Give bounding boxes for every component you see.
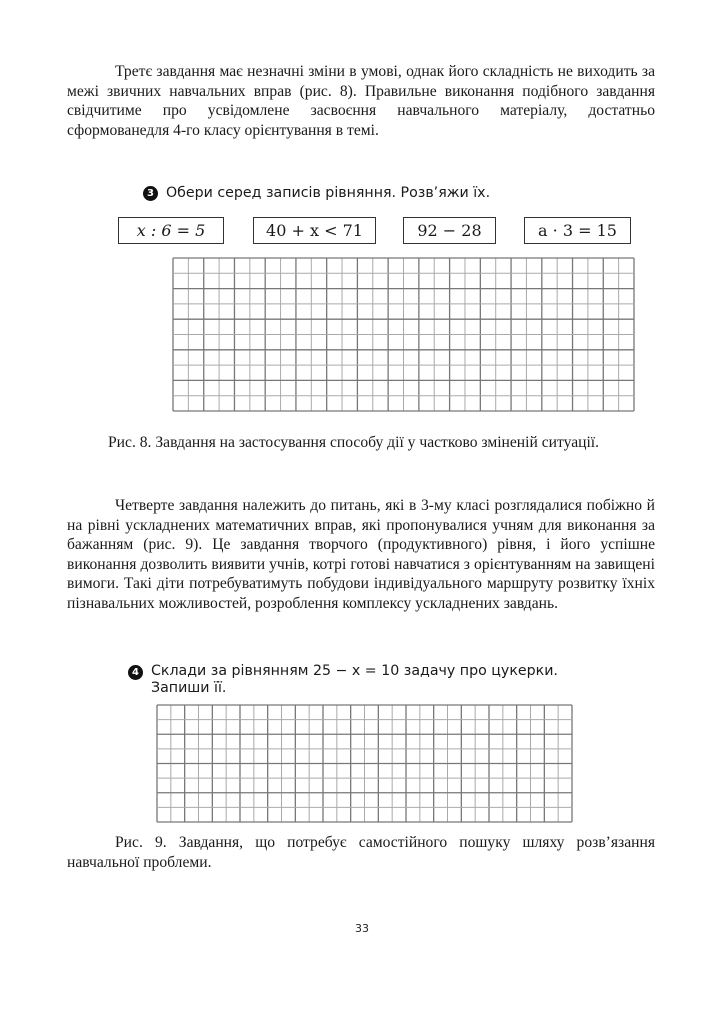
squared-grid-figure-8 [172,257,635,412]
paragraph-task-3-description [67,62,655,140]
expression-text: 92 − 28 [417,221,482,240]
task-number-badge: 3 [143,186,158,201]
expression-box-4 [524,217,631,244]
expression-box-3 [403,217,496,244]
expression-text: 40 + x < 71 [266,221,363,240]
task-number-badge: 4 [128,665,143,680]
expression-text: a · 3 = 15 [538,221,617,240]
paragraph-text: Четверте завдання належить до питань, які в 3-му класі розглядалися побіжно й на рівні ускладнених математичних вправ, які пропонувалися учням для виконання за бажанням (рис. 9). Це завдання творчого (продуктивного) рівня, і його успішне виконання дозволить виявити учнів, котрі готові навчатися з орієнтуванням на завищені вимоги. Такі діти потребуватимуть побудови індивідуального маршруту розвитку їхніх пізнавальних можливостей, розроблення комплексу ускладнених завдань. [67,497,655,612]
paragraph-task-4-description [67,496,655,614]
task-3-heading [143,184,663,203]
task-3-text: Обери серед записів рівняння. Розв’яжи їх. [166,185,491,201]
task-4-heading [128,663,588,697]
expression-text: x : 6 = 5 [136,221,206,240]
page-number: 33 [355,922,369,935]
squared-grid-figure-9 [156,704,573,823]
figure-8-caption: Рис. 8. Завдання на застосування способу дії у частково зміненій ситуації. [108,434,600,451]
expression-box-1 [118,217,224,244]
paragraph-text: Третє завдання має незначні зміни в умові, однак його складність не виходить за межі звичних навчальних вправ (рис. 8). Правильне виконання подібного завдання свідчитиме про усвідомлене засвоєння навчального матеріалу, достатньо сформованедля 4-го класу орієнтування в темі. [67,63,655,139]
caption-text: Рис. 9. Завдання, що потребує самостійного пошуку шляху розв’язання навчальної проблеми. [67,834,655,871]
task-4-text: Склади за рівнянням 25 − x = 10 задачу про цукерки. Запиши її. [151,663,558,696]
expression-box-2 [253,217,376,244]
figure-9-caption [67,833,655,872]
